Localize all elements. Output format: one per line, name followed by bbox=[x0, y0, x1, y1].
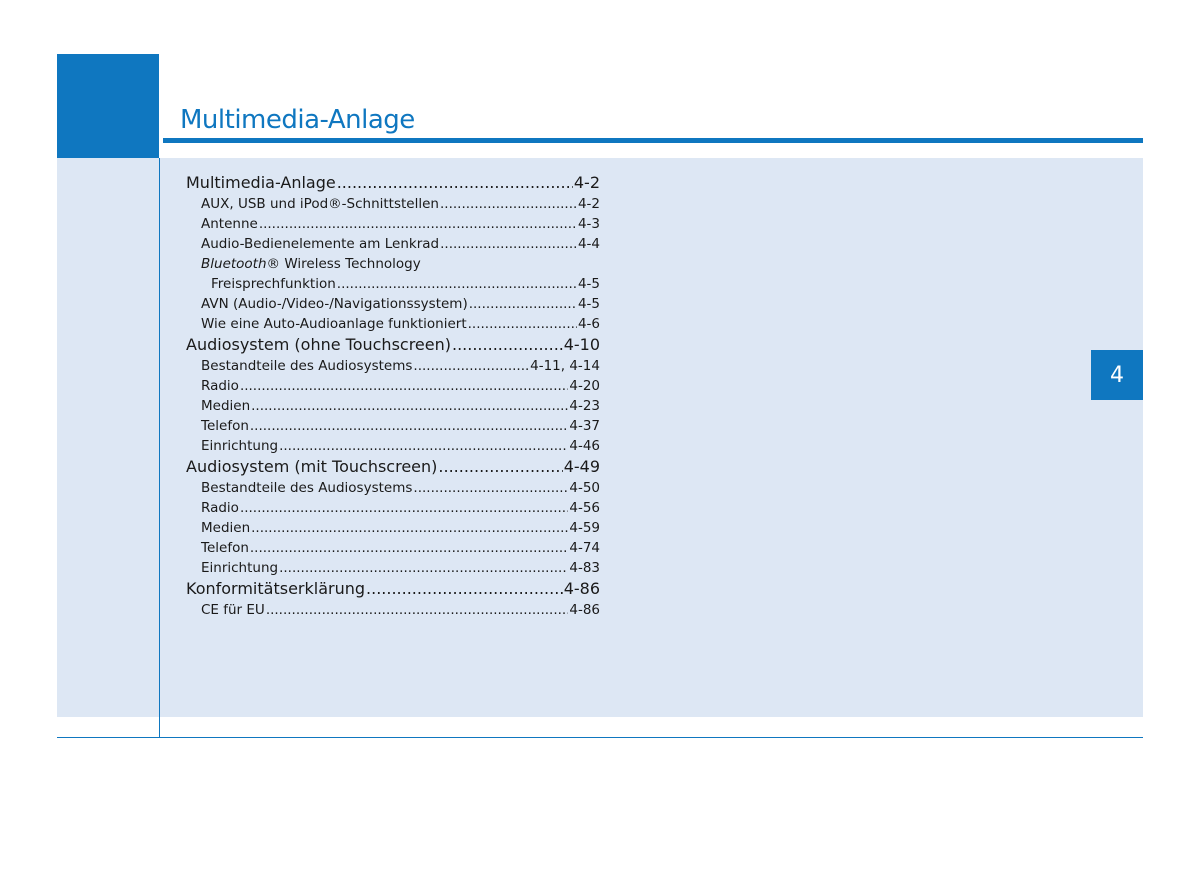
toc-page-number: 4-83 bbox=[569, 560, 600, 576]
toc-entry-label bbox=[211, 274, 336, 294]
toc-subentry[interactable] bbox=[186, 214, 600, 234]
toc-entry-label-text: Einrichtung bbox=[201, 560, 279, 576]
toc-entry-label bbox=[201, 436, 278, 456]
toc-subentry[interactable] bbox=[186, 600, 600, 620]
toc-dot-leader bbox=[337, 274, 577, 294]
toc-page-number: 4-74 bbox=[569, 540, 600, 556]
toc-entry-label bbox=[201, 294, 468, 314]
toc-subentry[interactable] bbox=[186, 518, 600, 538]
toc-page-number: 4-2 bbox=[573, 173, 600, 192]
toc-subentry[interactable] bbox=[186, 234, 600, 254]
toc-entry-label-text: Einrichtung bbox=[201, 438, 279, 454]
toc-dot-leader bbox=[240, 498, 568, 518]
toc-entry-label-text: Medien bbox=[201, 520, 251, 536]
toc-entry-label-text: Bestandteile des Audiosystems bbox=[201, 480, 413, 496]
toc-page-number: 4-49 bbox=[563, 457, 600, 476]
table-of-contents bbox=[186, 172, 600, 620]
toc-dot-leader bbox=[337, 172, 573, 194]
toc-dot-leader bbox=[240, 376, 568, 396]
toc-page-number: 4-5 bbox=[577, 296, 600, 312]
toc-entry-label-text: Konformitätserklärung bbox=[186, 579, 366, 598]
toc-dot-leader bbox=[251, 518, 568, 538]
toc-subentry[interactable] bbox=[186, 498, 600, 518]
toc-subentry[interactable] bbox=[186, 396, 600, 416]
toc-entry-label-text: Telefon bbox=[201, 540, 249, 556]
toc-entry-label bbox=[201, 518, 250, 538]
toc-entry-label bbox=[201, 396, 250, 416]
toc-entry-label bbox=[201, 478, 412, 498]
toc-section-entry[interactable] bbox=[186, 456, 600, 478]
chapter-tab[interactable] bbox=[1091, 350, 1143, 400]
toc-entry-label-text: Freisprechfunktion bbox=[211, 276, 336, 292]
toc-page-number: 4-6 bbox=[577, 316, 600, 332]
toc-entry-label bbox=[201, 600, 265, 620]
toc-dot-leader bbox=[250, 416, 568, 436]
toc-entry-label bbox=[186, 578, 365, 600]
toc-section-entry[interactable] bbox=[186, 172, 600, 194]
toc-entry-label-text: Wie eine Auto-Audioanlage funktioniert bbox=[201, 316, 467, 332]
toc-subentry[interactable] bbox=[186, 356, 600, 376]
toc-subentry[interactable] bbox=[186, 274, 600, 294]
toc-entry-label bbox=[186, 456, 437, 478]
toc-section-entry[interactable] bbox=[186, 334, 600, 356]
toc-dot-leader bbox=[250, 538, 568, 558]
toc-page-number: 4-50 bbox=[569, 480, 600, 496]
toc-page-number: 4-10 bbox=[563, 335, 600, 354]
toc-entry-label bbox=[201, 558, 278, 578]
toc-entry-label bbox=[201, 416, 249, 436]
toc-page-number: 4-5 bbox=[577, 276, 600, 292]
toc-entry-label bbox=[201, 538, 249, 558]
toc-subentry[interactable] bbox=[186, 558, 600, 578]
toc-subentry[interactable] bbox=[186, 478, 600, 498]
toc-dot-leader bbox=[279, 558, 568, 578]
toc-entry-label-text: Audiosystem (mit Touchscreen) bbox=[186, 457, 438, 476]
toc-entry-label-italic: Bluetooth® bbox=[201, 256, 281, 272]
toc-subentry[interactable] bbox=[186, 436, 600, 456]
toc-page-number: 4-86 bbox=[563, 579, 600, 598]
toc-entry-label bbox=[201, 214, 258, 234]
toc-dot-leader bbox=[266, 600, 569, 620]
chapter-number: 4 bbox=[1110, 362, 1124, 388]
page-title: Multimedia-Anlage bbox=[180, 105, 415, 135]
toc-entry-label-text: Audiosystem (ohne Touchscreen) bbox=[186, 335, 451, 354]
toc-entry-label bbox=[186, 172, 336, 194]
toc-page-number: 4-46 bbox=[569, 438, 600, 454]
toc-dot-leader bbox=[251, 396, 568, 416]
toc-subentry[interactable] bbox=[186, 294, 600, 314]
toc-subentry[interactable] bbox=[186, 314, 600, 334]
toc-entry-label-text: Medien bbox=[201, 398, 251, 414]
toc-dot-leader bbox=[440, 194, 577, 214]
toc-subentry[interactable] bbox=[186, 254, 600, 274]
toc-subentry[interactable] bbox=[186, 194, 600, 214]
toc-entry-label-text: Antenne bbox=[201, 216, 258, 232]
toc-entry-label-text: CE für EU bbox=[201, 602, 265, 618]
toc-entry-label-text: AUX, USB und iPod®-Schnittstellen bbox=[201, 196, 439, 212]
toc-dot-leader bbox=[468, 314, 577, 334]
toc-subentry[interactable] bbox=[186, 416, 600, 436]
toc-section-entry[interactable] bbox=[186, 578, 600, 600]
toc-entry-label-text: Radio bbox=[201, 500, 239, 516]
toc-entry-label-text: Bestandteile des Audiosystems bbox=[201, 358, 413, 374]
title-rule bbox=[163, 138, 1143, 143]
chapter-corner-block bbox=[57, 54, 159, 158]
toc-entry-label-text: AVN (Audio-/Video-/Navigationssystem) bbox=[201, 296, 468, 312]
toc-entry-label bbox=[201, 314, 467, 334]
toc-entry-label-text: Multimedia-Anlage bbox=[186, 173, 336, 192]
toc-entry-label bbox=[186, 334, 451, 356]
toc-entry-label bbox=[201, 194, 439, 214]
toc-entry-label bbox=[201, 498, 239, 518]
toc-dot-leader bbox=[413, 478, 568, 498]
toc-page-number: 4-20 bbox=[569, 378, 600, 394]
toc-page-number: 4-23 bbox=[569, 398, 600, 414]
toc-entry-label bbox=[201, 356, 412, 376]
toc-entry-label-text: Radio bbox=[201, 378, 239, 394]
toc-dot-leader bbox=[440, 234, 577, 254]
toc-dot-leader bbox=[259, 214, 577, 234]
toc-subentry[interactable] bbox=[186, 538, 600, 558]
toc-dot-leader bbox=[279, 436, 568, 456]
toc-page-number: 4-3 bbox=[577, 216, 600, 232]
toc-page-number: 4-59 bbox=[569, 520, 600, 536]
toc-dot-leader bbox=[469, 294, 577, 314]
toc-dot-leader bbox=[366, 578, 563, 600]
toc-entry-label-text: Telefon bbox=[201, 418, 249, 434]
toc-entry-label-text: Audio-Bedienelemente am Lenkrad bbox=[201, 236, 440, 252]
bottom-rule bbox=[57, 737, 1143, 738]
toc-dot-leader bbox=[438, 456, 562, 478]
toc-entry-label bbox=[201, 254, 421, 274]
toc-dot-leader bbox=[413, 356, 529, 376]
toc-entry-label bbox=[201, 376, 239, 396]
toc-page-number: 4-11, 4-14 bbox=[530, 358, 600, 374]
toc-page-number: 4-2 bbox=[577, 196, 600, 212]
toc-page-number: 4-37 bbox=[569, 418, 600, 434]
toc-subentry[interactable] bbox=[186, 376, 600, 396]
toc-page-number: 4-86 bbox=[569, 602, 600, 618]
margin-divider bbox=[159, 158, 160, 738]
toc-entry-label bbox=[201, 234, 439, 254]
toc-entry-label-text: Wireless Technology bbox=[280, 256, 421, 272]
toc-page-number: 4-4 bbox=[577, 236, 600, 252]
toc-page-number: 4-56 bbox=[569, 500, 600, 516]
toc-dot-leader bbox=[452, 334, 563, 356]
